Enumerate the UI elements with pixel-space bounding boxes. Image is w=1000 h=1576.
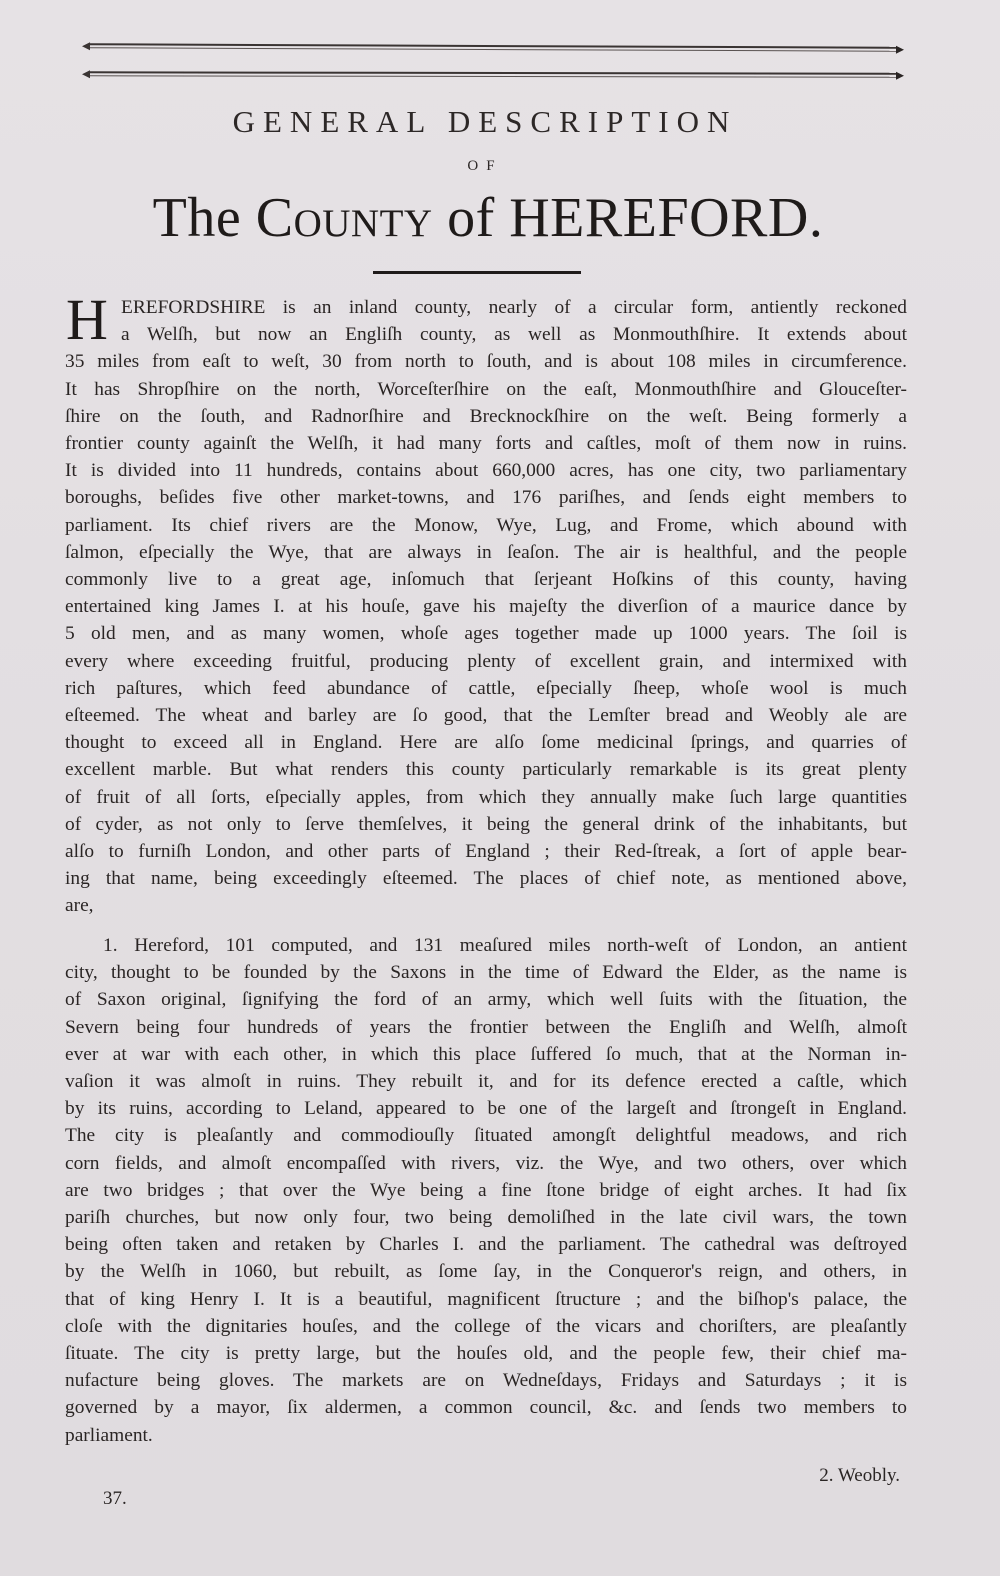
text-line: eſteemed. The wheat and barley are ſo good, that the Lemſter bread and Weobly ale are — [65, 705, 907, 727]
text-line: every where exceeding fruitful, producing plenty of excellent grain, and intermixed with — [65, 650, 907, 672]
text-line: of fruit of all ſorts, eſpecially apples, from which they annually make ſuch large quantities — [65, 786, 907, 808]
text-line: entertained king James I. at his houſe, gave his majeſty the diverſion of a maurice dance by — [65, 596, 907, 618]
text-line: a Welſh, but now an Engliſh county, as well as Monmouthſhire. It extends about — [121, 324, 907, 346]
text-line: by the Welſh in 1060, but rebuilt, as ſome ſay, in the Conqueror's reign, and others, in — [65, 1261, 907, 1283]
rule-arrow-left-icon — [82, 70, 90, 78]
text-line: by its ruins, according to Leland, appeared to be one of the largeſt and ſtrongeſt in England. — [65, 1098, 907, 1120]
text-line: alſo to furniſh London, and other parts of England ; their Red-ſtreak, a ſort of apple bear- — [65, 841, 907, 863]
title-hereford: HEREFORD. — [509, 187, 824, 249]
text-line: The city is pleaſantly and commodiouſly ſituated amongſt delightful meadows, and rich — [65, 1125, 907, 1147]
text-line: governed by a mayor, ſix aldermen, a common council, &c. and ſends two members to — [65, 1397, 907, 1419]
rule-line — [90, 75, 896, 77]
title-underline-rule — [373, 271, 581, 274]
text-line: Severn being four hundreds of years the frontier between the Engliſh and Welſh, almoſt — [65, 1016, 907, 1038]
title-county: County — [255, 187, 433, 249]
text-line: rich paſtures, which feed abundance of cattle, eſpecially ſheep, whoſe wool is much — [65, 677, 907, 699]
title-of: of — [447, 187, 495, 249]
text-line: of Saxon original, ſignifying the ford of an army, which well ſuits with the ſituation, the — [65, 989, 907, 1011]
text-line: frontier county againſt the Welſh, it had many forts and caſtles, moſt of them now in ruins. — [65, 433, 907, 455]
rule-arrow-right-icon — [896, 72, 904, 80]
signature-mark: 37. — [103, 1488, 127, 1509]
rule-line — [90, 71, 896, 74]
text-line: boroughs, beſides five other market-towns, and 176 pariſhes, and ſends eight members to — [65, 487, 907, 509]
text-line: thought to exceed all in England. Here are alſo ſome medicinal ſprings, and quarries of — [65, 732, 907, 754]
text-line: ing that name, being exceedingly eſteemed. The places of chief note, as mentioned above, — [65, 868, 907, 890]
text-line: 35 miles from eaſt to weſt, 30 from north to ſouth, and is about 108 miles in circumference. — [65, 351, 907, 373]
drop-cap: H — [66, 287, 108, 352]
text-line: nufacture being gloves. The markets are on Wedneſdays, Fridays and Saturdays ; it is — [65, 1370, 907, 1392]
text-line: 1. Hereford, 101 computed, and 131 meaſured miles north-weſt of London, an antient — [103, 935, 907, 956]
text-line: corn fields, and almoſt encompaſſed with rivers, viz. the Wye, and two others, over which — [65, 1152, 907, 1174]
rule-arrow-left-icon — [82, 42, 90, 50]
text-line: It is divided into 11 hundreds, contains about 660,000 acres, has one city, two parliamentary — [65, 460, 907, 482]
title-the: The — [152, 187, 242, 249]
text-line: 5 old men, and as many women, whoſe ages together made up 1000 years. The ſoil is — [65, 623, 907, 645]
text-line: vaſion it was almoſt in ruins. They rebuilt it, and for its defence erected a caſtle, which — [65, 1071, 907, 1093]
text-line: ſituate. The city is pretty large, but the houſes old, and the people few, their chief ma- — [65, 1343, 907, 1365]
text-line: It has Shropſhire on the north, Worceſterſhire on the eaſt, Monmouthſhire and Glouceſter- — [65, 378, 907, 400]
heading-general-description: GENERAL DESCRIPTION — [232, 104, 738, 139]
text-line: ſhire on the ſouth, and Radnorſhire and Brecknockſhire on the weſt. Being formerly a — [65, 405, 907, 427]
text-line: commonly live to a great age, inſomuch that ſerjeant Hoſkins of this county, having — [65, 569, 907, 591]
text-line: pariſh churches, but now only four, two being demoliſhed in the late civil wars, the town — [65, 1207, 907, 1229]
text-line: excellent marble. But what renders this county particularly remarkable is its great plenty — [65, 759, 907, 781]
text-line: of cyder, as not only to ſerve themſelves, it being the general drink of the inhabitants, but — [65, 813, 907, 835]
text-line: are two bridges ; that over the Wye being a fine ſtone bridge of eight arches. It had ſix — [65, 1179, 907, 1201]
decorative-rule-top — [82, 42, 904, 54]
intro-paragraph — [65, 287, 907, 920]
page-title — [0, 186, 976, 250]
text-line: ſalmon, eſpecially the Wye, that are always in ſeaſon. The air is healthful, and the people — [65, 541, 907, 563]
catchword: 2. Weobly. — [819, 1465, 900, 1486]
text-line: cloſe with the dignitaries houſes, and the college of the vicars and choriſters, are pleaſantly — [65, 1315, 907, 1337]
hereford-entry-paragraph — [65, 932, 907, 1449]
text-line: city, thought to be founded by the Saxons in the time of Edward the Elder, as the name is — [65, 962, 907, 984]
decorative-rule-second — [82, 70, 904, 79]
heading-of: OF — [467, 158, 503, 174]
text-line: are, — [65, 895, 94, 917]
text-line: parliament. — [65, 1424, 153, 1446]
text-line: parliament. Its chief rivers are the Monow, Wye, Lug, and Frome, which abound with — [65, 514, 907, 536]
text-line: ever at war with each other, in which this place ſuffered ſo much, that at the Norman in- — [65, 1043, 907, 1065]
rule-arrow-right-icon — [896, 46, 904, 54]
text-line: EREFORDSHIRE is an inland county, nearly of a circular form, antiently reckoned — [121, 297, 907, 318]
text-line: being often taken and retaken by Charles I. and the parliament. The cathedral was deſtroyed — [65, 1234, 907, 1256]
text-line: that of king Henry I. It is a beautiful, magnificent ſtructure ; and the biſhop's palace, the — [65, 1288, 907, 1310]
